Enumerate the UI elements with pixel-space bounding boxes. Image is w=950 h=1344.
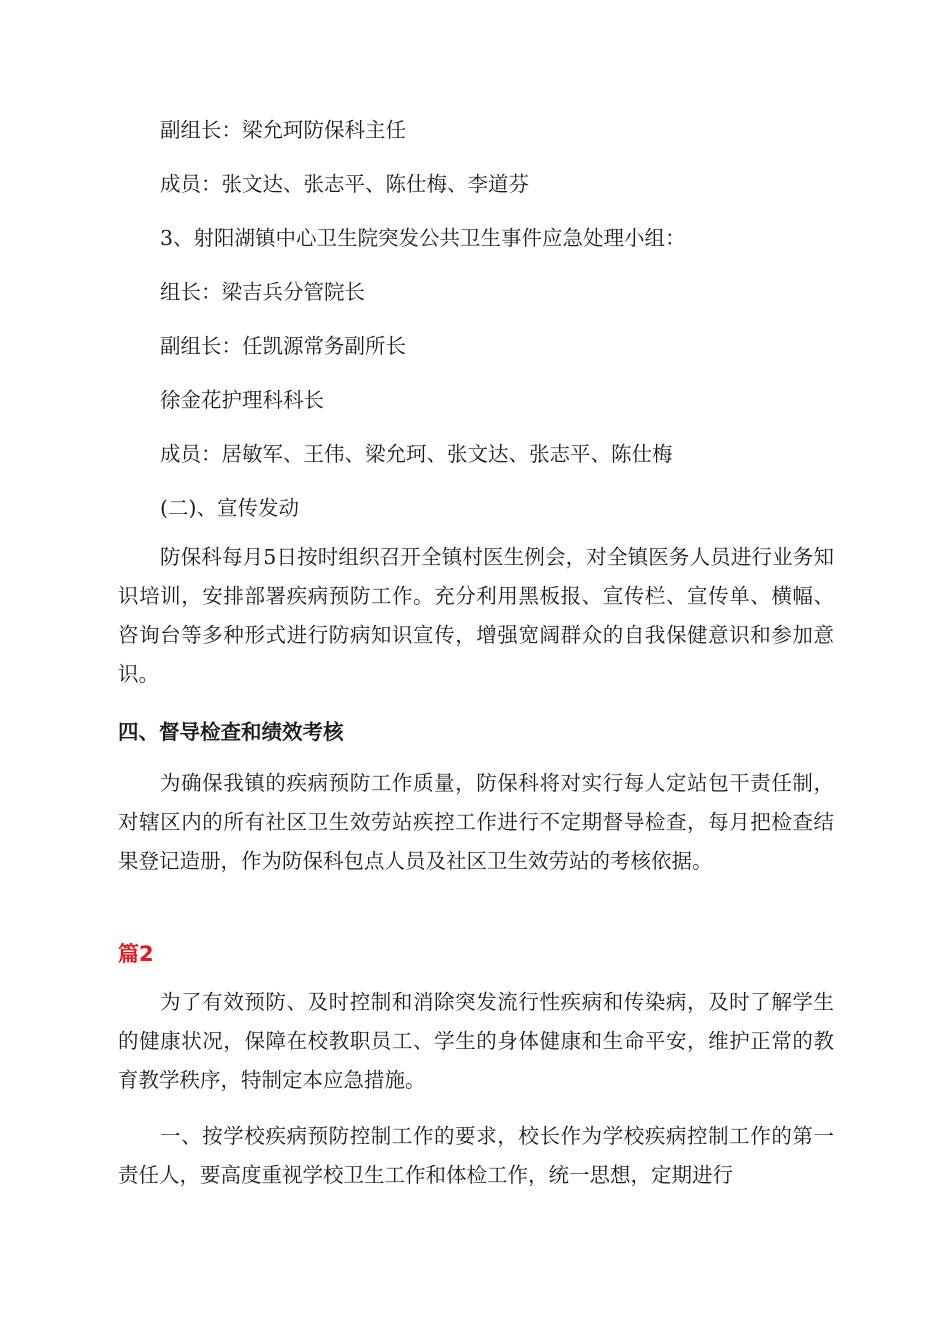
part-heading: 篇2 — [118, 942, 154, 966]
leader-line: 组长：梁吉兵分管院长 — [160, 280, 365, 304]
section-heading: 四、督导检查和绩效考核 — [118, 720, 344, 744]
item-paragraph: 一、按学校疾病预防控制工作的要求，校长作为学校疾病控制工作的第一责任人，要高度重视学校卫生工作和体检工作，统一思想，定期进行 — [118, 1124, 834, 1187]
members-line-3: 成员：居敏军、王伟、梁允珂、张文达、张志平、陈仕梅 — [160, 442, 673, 466]
group-3-title: 3、射阳湖镇中心卫生院突发公共卫生事件应急处理小组： — [160, 226, 686, 250]
publicity-paragraph: 防保科每月5日按时组织召开全镇村医生例会，对全镇医务人员进行业务知识培训，安排部署疾病预防工作。充分利用黑板报、宣传栏、宣传单、横幅、咨询台等多种形式进行防病知识宣传，增强宽阔群众的自我保健意识和参加意识。 — [118, 545, 834, 686]
subsection-heading: (二)、宣传发动 — [160, 496, 299, 520]
supervision-paragraph: 为确保我镇的疾病预防工作质量，防保科将对实行每人定站包干责任制，对辖区内的所有社区卫生效劳站疾控工作进行不定期督导检查，每月把检查结果登记造册，作为防保科包点人员及社区卫生效劳站的考核依据。 — [118, 771, 834, 873]
intro-paragraph: 为了有效预防、及时控制和消除突发流行性疾病和传染病，及时了解学生的健康状况，保障在校教职员工、学生的身体健康和生命平安，维护正常的教育教学秩序，特制定本应急措施。 — [118, 990, 834, 1092]
deputy-leader-line-3: 副组长：任凯源常务副所长 — [160, 334, 406, 358]
deputy-leader-line: 副组长：梁允珂防保科主任 — [160, 118, 406, 142]
members-line: 成员：张文达、张志平、陈仕梅、李道芬 — [160, 172, 529, 196]
deputy-leader-line-3b: 徐金花护理科科长 — [160, 388, 324, 412]
